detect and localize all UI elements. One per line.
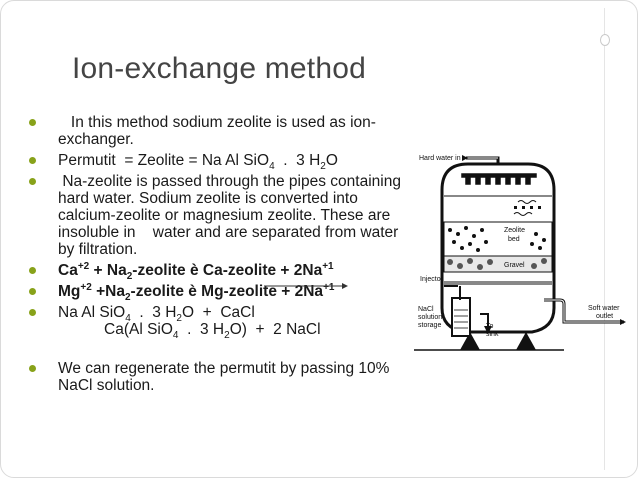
superscript: +1 [322, 260, 334, 272]
label-gravel: Gravel [504, 262, 525, 269]
superscript: +2 [80, 281, 92, 293]
label-to-sink: To [486, 323, 494, 330]
bullet-dot [29, 119, 36, 126]
bullet-dot [29, 309, 36, 316]
label-nacl-storage: storage [418, 322, 442, 329]
bullet-item [28, 152, 408, 173]
superscript: +2 [77, 260, 90, 272]
support-leg [516, 332, 536, 350]
equation-text: . 3 H [178, 321, 225, 338]
label-outlet: outlet [596, 313, 614, 320]
equation-text: Mg [58, 283, 81, 300]
bullet-dot [29, 288, 36, 295]
subscript: 2 [224, 330, 230, 342]
equation-text: -zeolite è Ca-zeolite + 2Na [132, 262, 323, 279]
subscript: 4 [125, 313, 131, 325]
subscript: 2 [320, 161, 326, 173]
bullet-item [28, 260, 408, 283]
equation-text: Ca [58, 262, 78, 279]
subscript: 4 [269, 161, 275, 173]
ion-exchange-apparatus-diagram [414, 150, 628, 360]
bullet-item [28, 173, 419, 258]
bullet-item [28, 304, 408, 342]
slide-corner-ornament [600, 34, 610, 46]
bullet-item [28, 360, 408, 394]
subscript: 2 [124, 292, 131, 304]
bullet-dot [29, 157, 36, 164]
subscript: 2 [126, 271, 133, 283]
bullet-list [28, 114, 419, 398]
nacl-storage-tank [452, 298, 470, 336]
equation-text: O) + 2 NaCl [229, 321, 321, 338]
subscript: 2 [176, 313, 182, 325]
equation-line [58, 321, 408, 342]
label-nacl-solution: solution [418, 314, 443, 321]
label-nacl: NaCl [418, 306, 434, 313]
superscript: +1 [323, 281, 335, 293]
equation-text: + Na [89, 262, 127, 279]
bullet-text: . 3 H [274, 152, 321, 169]
equation-text: +Na [91, 283, 125, 300]
label-injector: Injector [420, 276, 443, 283]
label-soft-water: Soft water [588, 305, 620, 312]
bullet-text: Na-zeolite is passed through the pipes containing hard water. Sodium zeolite is converted into calcium-zeolite or magnesium zeolite. These are insoluble in water and are separated from water by filtration. [58, 173, 419, 258]
equation-text: Na Al SiO [58, 304, 126, 321]
bullet-item [28, 114, 408, 148]
equation-text: . 3 H [130, 304, 177, 321]
label-sink: sink [486, 331, 499, 338]
slide-title: Ion-exchange method [72, 52, 367, 85]
bullet-text: O [325, 152, 338, 169]
bullet-text: In this method sodium zeolite is used as ion-exchanger. [58, 114, 376, 148]
equation-text: O + CaCl [181, 304, 255, 321]
bullet-dot [29, 267, 36, 274]
bullet-text: Permutit = Zeolite = Na Al SiO [58, 152, 270, 169]
label-hard-water-in: Hard water in [419, 155, 461, 162]
label-zeolite-bed: Zeolite [504, 227, 526, 234]
label-bed: bed [508, 236, 520, 243]
equation-text: Ca(Al SiO [104, 321, 173, 338]
bullet-text: We can regenerate the permutit by passing 10% NaCl solution. [58, 360, 390, 394]
bullet-dot [29, 178, 36, 185]
reaction-arrow [262, 282, 352, 290]
bullet-dot [29, 365, 36, 372]
equation-text: -zeolite è Mg-zeolite + 2Na [130, 283, 324, 300]
subscript: 4 [172, 330, 179, 342]
